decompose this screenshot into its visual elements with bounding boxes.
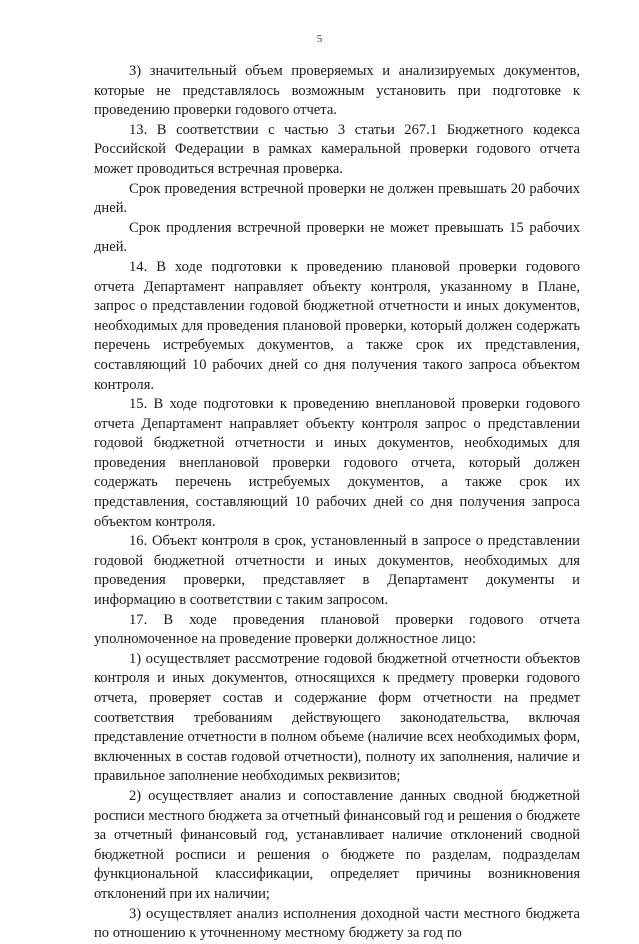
paragraph-13-counter-audit: 13. В соответствии с частью 3 статьи 267.1 Бюджетного кодекса Российской Федерации в рамках камеральной проверки годового отчета может проводиться встречная проверка.	[94, 121, 580, 177]
document-body	[94, 62, 580, 944]
paragraph-item-3-volume: 3) значительный объем проверяемых и анализируемых документов, которые не представлялось возможным установить при подготовке к проведению проверки годового отчета.	[94, 63, 580, 119]
page-number: 5	[316, 33, 323, 45]
paragraph-14-planned-audit: 14. В ходе подготовки к проведению плановой проверки годового отчета Департамент направляет объекту контроля, указанному в Плане, запрос о представлении годовой бюджетной отчетности и иных документов, необходимых для проведения плановой проверки, который должен содержать перечень истребуемых документов, а также срок их представления, составляющий 10 рабочих дней со дня получения такого запроса объектом контроля.	[94, 258, 580, 393]
paragraph-17-official-duties: 17. В ходе проведения плановой проверки годового отчета уполномоченное на проведение проверки должностное лицо:	[94, 611, 580, 648]
paragraph-15-unplanned-audit: 15. В ходе подготовки к проведению внеплановой проверки годового отчета Департамент направляет объекту контроля запрос о представлении годовой бюджетной отчетности и иных документов, необходимых для проведения внеплановой проверки годового отчета, который должен содержать перечень истребуемых документов, а также срок их представления, составляющий 10 рабочих дней со дня получения запроса объектом контроля.	[94, 396, 580, 530]
paragraph-counter-audit-term: Срок проведения встречной проверки не должен превышать 20 рабочих дней.	[94, 180, 580, 217]
paragraph-17-item-3: 3) осуществляет анализ исполнения доходной части местного бюджета по отношению к уточненному местному бюджету за год по	[94, 905, 580, 942]
paragraph-extension-term: Срок продления встречной проверки не может превышать 15 рабочих дней.	[94, 219, 580, 256]
paragraph-17-item-2: 2) осуществляет анализ и сопоставление данных сводной бюджетной росписи местного бюджета за отчетный финансовый год и решения о бюджете за отчетный финансовый год, устанавливает наличие отклонений сводной бюджетной росписи и решения о бюджете по разделам, подразделам функциональной классификации, определяет причины возникновения отклонений при их наличии;	[94, 787, 580, 902]
paragraph-17-item-1: 1) осуществляет рассмотрение годовой бюджетной отчетности объектов контроля и иных документов, относящихся к предмету проверки годового отчета, проверяет состав и содержание форм отчетности на предмет соответствия требованиям действующего законодательства, включая представление отчетности в полном объеме (наличие всех необходимых форм, включенных в состав годовой отчетности), полноту их заполнения, наличие и правильное заполнение необходимых реквизитов;	[94, 650, 580, 785]
paragraph-16-submission: 16. Объект контроля в срок, установленный в запросе о представлении годовой бюджетной отчетности и иных документов, необходимых для проведения проверки, представляет в Департамент документы и информацию в соответствии с таким запросом.	[94, 533, 580, 609]
